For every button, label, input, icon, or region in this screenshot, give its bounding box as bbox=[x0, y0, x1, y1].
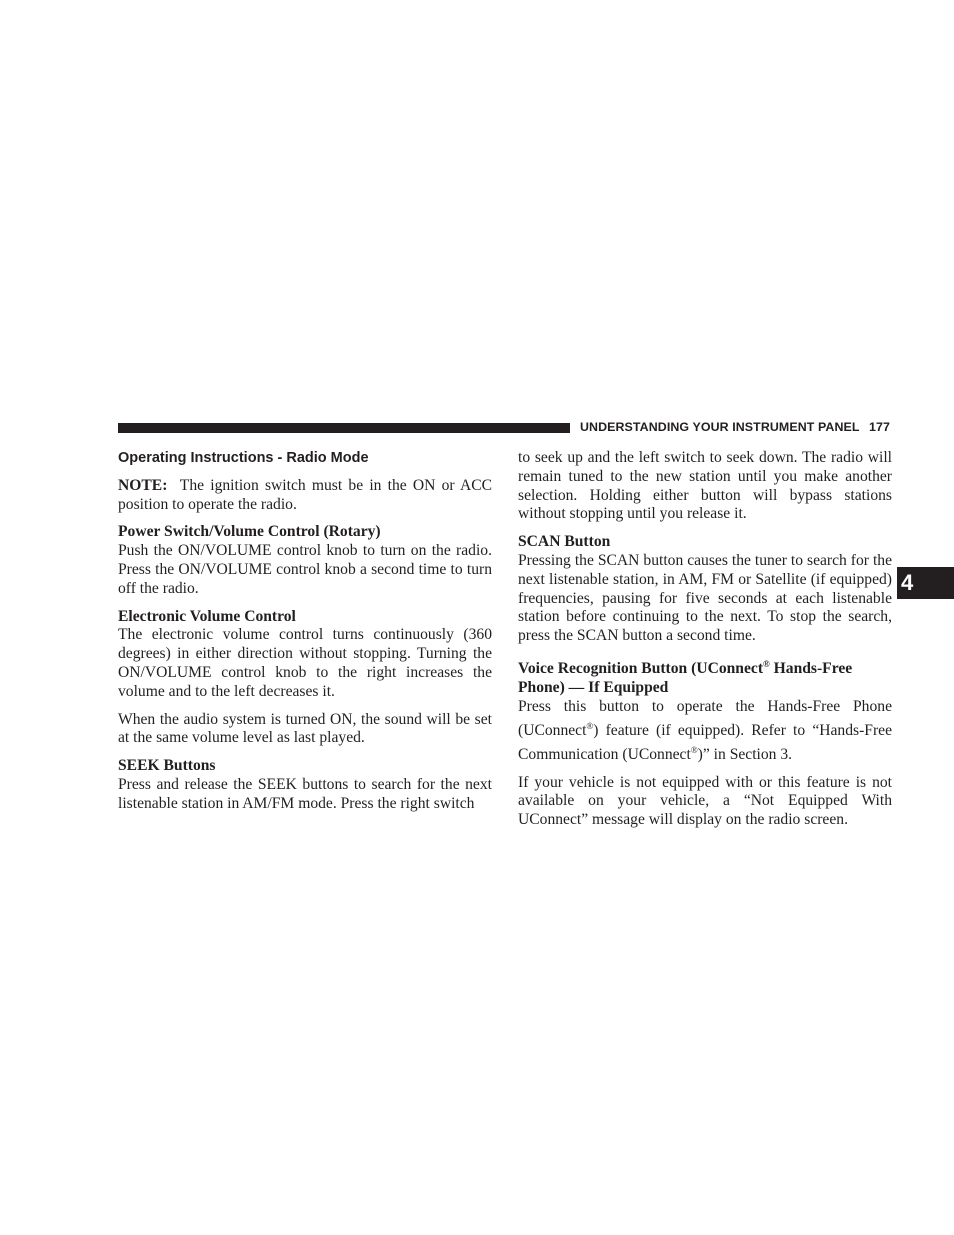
page-number: 177 bbox=[869, 420, 890, 434]
voice-text-part-3: )” in Section 3. bbox=[697, 745, 793, 763]
volume-control-text: The electronic volume control turns continuously (360 degrees) in either direction without stopping. Turning the ON/VOLUME control knob to the right increases the volume and to the left decreases it. bbox=[118, 626, 492, 700]
registered-mark: ® bbox=[586, 720, 594, 731]
header-rule bbox=[118, 423, 570, 433]
scan-button-text: Pressing the SCAN button causes the tuner to search for the next listenable station, in AM, FM or Satellite (if equipped) frequencies, pausing for five seconds at each listenable station before continuing to the next. To stop the search, press the SCAN button a second time. bbox=[518, 551, 892, 645]
power-switch-heading: Power Switch/Volume Control (Rotary) bbox=[118, 523, 381, 541]
note-text: The ignition switch must be in the ON or ACC position to operate the radio. bbox=[118, 476, 493, 513]
seek-buttons-text-continued: to seek up and the left switch to seek down. The radio will remain tuned to the new station until you make another selection. Holding either button will bypass stations without stopping until you release it. bbox=[518, 449, 892, 523]
seek-buttons-heading: SEEK Buttons bbox=[118, 757, 216, 775]
note-paragraph bbox=[118, 477, 492, 515]
chapter-tab: 4 bbox=[897, 567, 954, 599]
left-column bbox=[118, 449, 492, 814]
voice-heading-part-2: Hands-Free Phone) — If Equipped bbox=[518, 660, 853, 696]
header-section-title: UNDERSTANDING YOUR INSTRUMENT PANEL bbox=[580, 420, 860, 434]
volume-control-text-2: When the audio system is turned ON, the sound will be set at the same volume level as last played. bbox=[118, 710, 492, 747]
voice-heading-part-1: Voice Recognition Button (UConnect bbox=[518, 660, 764, 678]
registered-mark: ® bbox=[763, 658, 770, 669]
power-switch-text: Push the ON/VOLUME control knob to turn on the radio. Press the ON/VOLUME control knob a second time to turn off the radio. bbox=[118, 542, 492, 597]
section-title: Operating Instructions - Radio Mode bbox=[118, 450, 369, 466]
running-header bbox=[580, 420, 892, 436]
note-label: NOTE: bbox=[118, 476, 168, 494]
seek-buttons-text: Press and release the SEEK buttons to search for the next listenable station in AM/FM mode. Press the right switch bbox=[118, 775, 492, 812]
voice-text-part-1: Press this button to operate the Hands-Free Phone (UConnect bbox=[518, 697, 892, 739]
voice-text-part-2: ) feature (if equipped). Refer to “Hands-Free Communication (UConnect bbox=[518, 721, 892, 763]
voice-recognition-text bbox=[518, 698, 892, 765]
not-equipped-text: If your vehicle is not equipped with or this feature is not available on your vehicle, a “Not Equipped With UConnect” message will display on the radio screen. bbox=[518, 773, 892, 829]
registered-mark: ® bbox=[690, 744, 698, 755]
voice-recognition-heading bbox=[518, 655, 892, 698]
volume-control-heading: Electronic Volume Control bbox=[118, 607, 296, 625]
right-column bbox=[518, 449, 892, 830]
scan-button-heading: SCAN Button bbox=[518, 533, 611, 551]
